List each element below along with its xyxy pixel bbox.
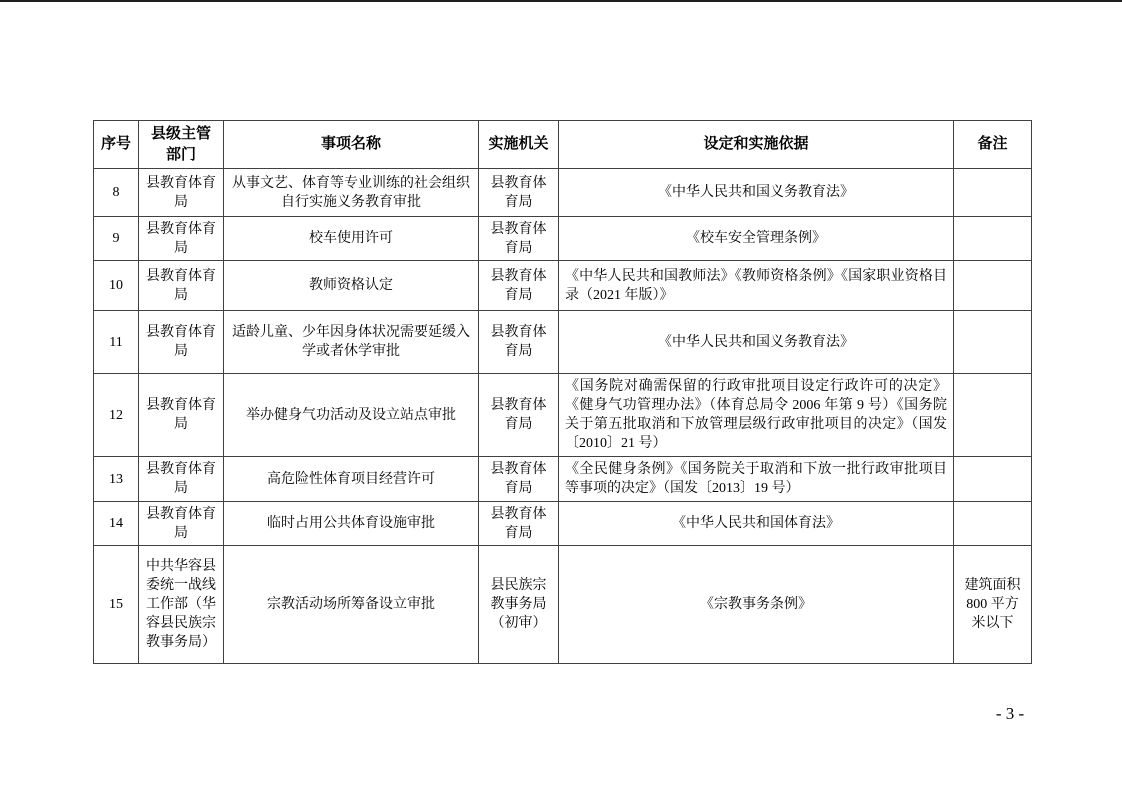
- cell-item: 临时占用公共体育设施审批: [224, 502, 479, 546]
- cell-item: 宗教活动场所筹备设立审批: [224, 546, 479, 664]
- table-row: [94, 169, 1032, 217]
- cell-dept: 县教育体育局: [139, 502, 224, 546]
- table-row: [94, 546, 1032, 664]
- cell-seq: 10: [94, 261, 139, 311]
- cell-agency: 县教育体育局: [479, 261, 559, 311]
- cell-basis: 《中华人民共和国教师法》《教师资格条例》《国家职业资格目录（2021 年版）》: [559, 261, 954, 311]
- cell-dept: 县教育体育局: [139, 311, 224, 374]
- page-top-border: [0, 0, 1122, 2]
- table-row: [94, 374, 1032, 457]
- table-row: [94, 311, 1032, 374]
- page-number: - 3 -: [995, 704, 1025, 723]
- cell-remark: 建筑面积 800 平方米以下: [954, 546, 1032, 664]
- cell-item: 教师资格认定: [224, 261, 479, 311]
- cell-agency: 县教育体育局: [479, 457, 559, 502]
- cell-item: 从事文艺、体育等专业训练的社会组织自行实施义务教育审批: [224, 169, 479, 217]
- table-row: [94, 502, 1032, 546]
- cell-remark: [954, 261, 1032, 311]
- cell-dept: 中共华容县委统一战线工作部（华容县民族宗教事务局）: [139, 546, 224, 664]
- header-seq: 序号: [94, 121, 139, 169]
- header-basis: 设定和实施依据: [559, 121, 954, 169]
- cell-remark: [954, 502, 1032, 546]
- header-item: 事项名称: [224, 121, 479, 169]
- cell-basis: 《校车安全管理条例》: [559, 217, 954, 261]
- header-agency: 实施机关: [479, 121, 559, 169]
- cell-agency: 县教育体育局: [479, 502, 559, 546]
- cell-agency: 县教育体育局: [479, 169, 559, 217]
- cell-item: 校车使用许可: [224, 217, 479, 261]
- cell-remark: [954, 457, 1032, 502]
- cell-basis: 《中华人民共和国义务教育法》: [559, 311, 954, 374]
- table-row: [94, 457, 1032, 502]
- cell-basis: 《国务院对确需保留的行政审批项目设定行政许可的决定》《健身气功管理办法》（体育总局令 2006 年第 9 号）《国务院关于第五批取消和下放管理层级行政审批项目的决定》（国发〔2010〕21 号）: [559, 374, 954, 457]
- cell-agency: 县教育体育局: [479, 217, 559, 261]
- table-row: [94, 217, 1032, 261]
- cell-agency: 县教育体育局: [479, 374, 559, 457]
- cell-dept: 县教育体育局: [139, 169, 224, 217]
- cell-basis: 《中华人民共和国体育法》: [559, 502, 954, 546]
- table-row: [94, 261, 1032, 311]
- approval-items-table: [93, 120, 1032, 664]
- cell-seq: 14: [94, 502, 139, 546]
- cell-remark: [954, 374, 1032, 457]
- cell-agency: 县民族宗教事务局（初审）: [479, 546, 559, 664]
- cell-seq: 13: [94, 457, 139, 502]
- cell-item: 适龄儿童、少年因身体状况需要延缓入学或者休学审批: [224, 311, 479, 374]
- cell-seq: 9: [94, 217, 139, 261]
- cell-basis: 《宗教事务条例》: [559, 546, 954, 664]
- header-dept: 县级主管部门: [139, 121, 224, 169]
- cell-item: 高危险性体育项目经营许可: [224, 457, 479, 502]
- cell-remark: [954, 217, 1032, 261]
- cell-seq: 8: [94, 169, 139, 217]
- cell-seq: 15: [94, 546, 139, 664]
- cell-dept: 县教育体育局: [139, 374, 224, 457]
- cell-seq: 12: [94, 374, 139, 457]
- cell-remark: [954, 311, 1032, 374]
- cell-dept: 县教育体育局: [139, 217, 224, 261]
- cell-dept: 县教育体育局: [139, 457, 224, 502]
- cell-basis: 《全民健身条例》《国务院关于取消和下放一批行政审批项目等事项的决定》（国发〔2013〕19 号）: [559, 457, 954, 502]
- table-header-row: [94, 121, 1032, 169]
- cell-agency: 县教育体育局: [479, 311, 559, 374]
- cell-seq: 11: [94, 311, 139, 374]
- cell-dept: 县教育体育局: [139, 261, 224, 311]
- cell-basis: 《中华人民共和国义务教育法》: [559, 169, 954, 217]
- cell-item: 举办健身气功活动及设立站点审批: [224, 374, 479, 457]
- header-remark: 备注: [954, 121, 1032, 169]
- cell-remark: [954, 169, 1032, 217]
